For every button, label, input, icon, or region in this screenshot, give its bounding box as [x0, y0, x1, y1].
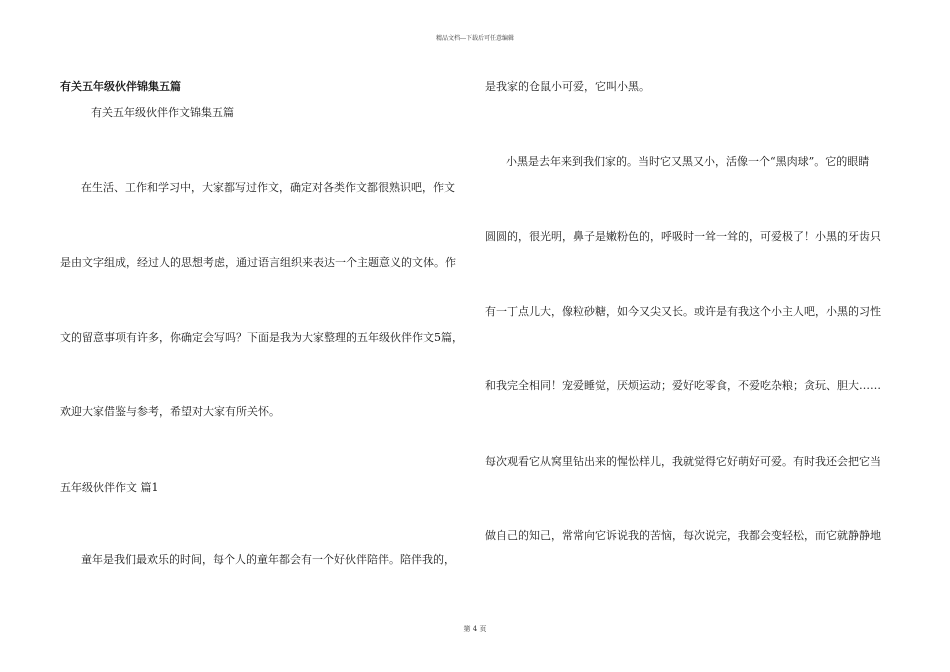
document-title: 有关五年级伙伴锦集五篇: [60, 80, 181, 93]
document-subtitle: 有关五年级伙伴作文锦集五篇: [91, 106, 234, 119]
paragraph-line: 欢迎大家借鉴与参考，希望对大家有所关怀。: [60, 405, 280, 418]
paragraph-line: 圆圆的，很光明，鼻子是嫩粉色的，呼吸时一耸一耸的，可爱极了！小黑的牙齿只: [485, 230, 881, 243]
paragraph-line: 童年是我们最欢乐的时间，每个人的童年都会有一个好伙伴陪伴。陪伴我的，: [81, 553, 455, 566]
paragraph-line: 小黑是去年来到我们家的。当时它又黑又小，活像一个“黑肉球”。它的眼睛: [506, 155, 870, 168]
page-header: 精品文档---下载后可任意编辑: [435, 35, 515, 42]
section-heading: 五年级伙伴作文 篇1: [60, 481, 159, 494]
paragraph-line: 在生活、工作和学习中，大家都写过作文，确定对各类作文都很熟识吧，作文: [81, 181, 455, 194]
paragraph-line: 做自己的知己，常常向它诉说我的苦恼，每次说完，我都会变轻松，而它就静静地: [485, 529, 881, 542]
paragraph-line: 文的留意事项有许多，你确定会写吗？下面是我为大家整理的五年级伙伴作文5篇，: [60, 331, 463, 344]
paragraph-line: 每次观看它从窝里钻出来的惺忪样儿，我就觉得它好萌好可爱。有时我还会把它当: [485, 455, 881, 468]
page-number: 第 4 页: [463, 625, 487, 633]
paragraph-line: 有一丁点儿大，像粒砂糖，如今又尖又长。或许是有我这个小主人吧，小黑的习性: [485, 305, 881, 318]
paragraph-line: 和我完全相同！宠爱睡觉，厌烦运动；爱好吃零食，不爱吃杂粮；贪玩、胆大……: [485, 379, 881, 392]
paragraph-line: 是由文字组成，经过人的思想考虑，通过语言组织来表达一个主题意义的文体。作: [60, 256, 456, 269]
paragraph-line: 是我家的仓鼠小可爱，它叫小黑。: [485, 80, 650, 93]
